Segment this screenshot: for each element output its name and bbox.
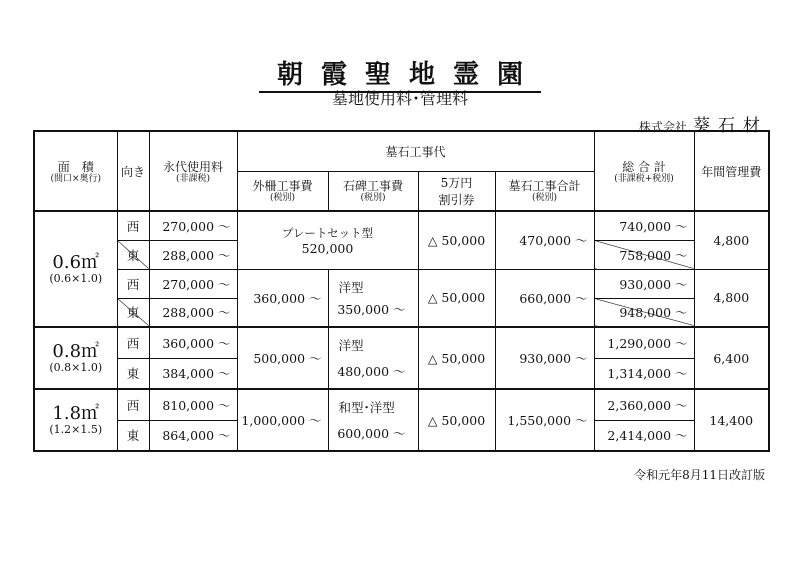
direction-east: 東 (117, 240, 149, 269)
header-area: 面 積 (間口×奥行) (34, 131, 117, 211)
page-title: 朝霞聖地霊園 (0, 54, 800, 91)
construction-total-cell: 660,000 ～ (495, 269, 594, 327)
fence-fee-cell: 360,000 ～ (237, 269, 328, 327)
direction-west: 西 (117, 269, 149, 298)
stone-fee-cell: 洋型 350,000 ～ (328, 269, 418, 327)
perpetual-fee-east: 864,000 ～ (149, 420, 237, 451)
perpetual-fee-east: 288,000 ～ (149, 240, 237, 269)
header-discount: 5万円 割引券 (418, 171, 495, 211)
direction-east: 東 (117, 358, 149, 389)
revision-note: 令和元年8月11日改訂版 (634, 468, 765, 482)
header-annual-fee: 年間管理費 (694, 131, 769, 211)
discount-cell: △ 50,000 (418, 211, 495, 269)
table-row (34, 269, 769, 298)
direction-east: 東 (117, 420, 149, 451)
direction-west: 西 (117, 211, 149, 240)
grand-total-east: 758,000 ～ (594, 240, 694, 269)
fence-fee-cell: 500,000 ～ (237, 327, 328, 389)
header-grand-total: 総 合 計 (非課税+税別) (594, 131, 694, 211)
header-construction-total: 墓石工事合計 (税別) (495, 171, 594, 211)
perpetual-fee-west: 360,000 ～ (149, 327, 237, 358)
grand-total-west: 1,290,000 ～ (594, 327, 694, 358)
discount-cell: △ 50,000 (418, 389, 495, 451)
page-subtitle: 墓地使用料･管理料 (331, 89, 468, 108)
header-construction: 墓石工事代 (237, 131, 594, 171)
area-cell: 0.6㎡ (0.6×1.0) (34, 211, 117, 327)
grand-total-east: 948,000 ～ (594, 298, 694, 327)
perpetual-fee-west: 270,000 ～ (149, 211, 237, 240)
header-fence: 外柵工事費 (税別) (237, 171, 328, 211)
area-cell: 0.8㎡ (0.8×1.0) (34, 327, 117, 389)
perpetual-fee-east: 288,000 ～ (149, 298, 237, 327)
annual-fee-cell: 14,400 (694, 389, 769, 451)
price-table (33, 130, 770, 452)
construction-total-cell: 930,000 ～ (495, 327, 594, 389)
grand-total-west: 740,000 ～ (594, 211, 694, 240)
direction-west: 西 (117, 389, 149, 420)
header-perpetual-fee: 永代使用料 (非課税) (149, 131, 237, 211)
annual-fee-cell: 4,800 (694, 211, 769, 269)
grand-total-east: 2,414,000 ～ (594, 420, 694, 451)
company-label: 葵石材 (693, 116, 768, 136)
header-stone: 石碑工事費 (税別) (328, 171, 418, 211)
table-row (34, 389, 769, 420)
annual-fee-cell: 6,400 (694, 327, 769, 389)
area-cell: 1.8㎡ (1.2×1.5) (34, 389, 117, 451)
fence-fee-cell: 1,000,000 ～ (237, 389, 328, 451)
perpetual-fee-west: 270,000 ～ (149, 269, 237, 298)
discount-cell: △ 50,000 (418, 269, 495, 327)
company-prefix: 株式会社 (638, 120, 687, 134)
plate-set-cell: プレートセット型 520,000 (237, 211, 418, 269)
construction-total-cell: 470,000 ～ (495, 211, 594, 269)
stone-fee-cell: 洋型 480,000 ～ (328, 327, 418, 389)
grand-total-west: 2,360,000 ～ (594, 389, 694, 420)
perpetual-fee-west: 810,000 ～ (149, 389, 237, 420)
header-direction: 向き (117, 131, 149, 211)
direction-west: 西 (117, 327, 149, 358)
grand-total-east: 1,314,000 ～ (594, 358, 694, 389)
construction-total-cell: 1,550,000 ～ (495, 389, 594, 451)
perpetual-fee-east: 384,000 ～ (149, 358, 237, 389)
direction-east: 東 (117, 298, 149, 327)
table-row (34, 211, 769, 240)
discount-cell: △ 50,000 (418, 327, 495, 389)
stone-fee-cell: 和型･洋型 600,000 ～ (328, 389, 418, 451)
table-row (34, 327, 769, 358)
grand-total-west: 930,000 ～ (594, 269, 694, 298)
annual-fee-cell: 4,800 (694, 269, 769, 327)
